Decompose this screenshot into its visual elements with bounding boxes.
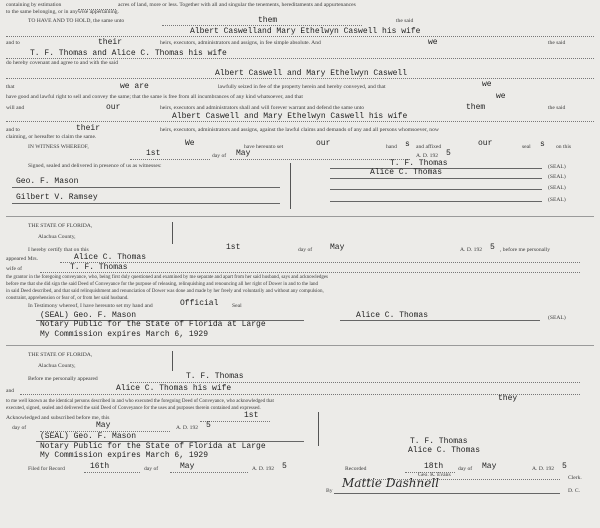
witness-affixed: and affixed	[416, 144, 442, 150]
ack1-certify: I hereby certify that on this	[28, 247, 89, 253]
the-said-2: the said	[548, 105, 566, 111]
grantor-sig-2: Alice C. Thomas	[370, 168, 443, 177]
ack2-grantor-sig-1: T. F. Thomas	[410, 437, 468, 446]
grantees-name-3: Albert Caswell and Mary Ethelwyn Caswell his wife	[172, 112, 408, 121]
rec-filed-day: 16th	[90, 462, 110, 471]
ack1-alice-sig: Alice C. Thomas	[356, 311, 429, 320]
ack1-month: May	[330, 243, 345, 252]
ack2-they: they	[498, 394, 518, 403]
ack2-and: and	[6, 388, 15, 394]
ack1-state: THE STATE OF FLORIDA,	[28, 223, 93, 229]
opening-text: containing by estimation	[6, 2, 62, 8]
ack2-commission: My Commission expires March 6, 1929	[40, 451, 209, 460]
ack2-body-1: to me well known as the identical persons described in and who executed the foregoing Deed of Conveyance, who acknowledged that	[6, 399, 274, 404]
ack2-name-1: T. F. Thomas	[186, 372, 244, 381]
habendum-them: them	[258, 16, 278, 25]
witness-whereof: IN WITNESS WHEREOF,	[28, 144, 89, 150]
them-2: them	[466, 103, 486, 112]
clerk-name: Geo. K. Evans	[418, 472, 451, 478]
ack1-body-4: constraint, apprehension or fear of, or from her said husband.	[6, 296, 129, 301]
ack1-seal: Seal	[232, 303, 242, 309]
witness-day-of: day of	[212, 153, 227, 159]
witness-sig-1: Geo. F. Mason	[16, 177, 79, 186]
ack2-state: THE STATE OF FLORIDA,	[28, 352, 93, 358]
ack2-ad: A. D. 192	[176, 425, 199, 431]
ack2-name-2: Alice C. Thomas his wife	[116, 384, 232, 393]
witness-our: our	[316, 139, 331, 148]
heirs-defend-text: heirs, executors and administrators shall and will forever warrant and defend the same unto	[160, 105, 365, 111]
ack2-day: 1st	[244, 411, 259, 420]
rec-ad-2: A. D. 192	[532, 466, 555, 472]
and-to-2: and to	[6, 127, 20, 133]
habendum-text: TO HAVE AND TO HOLD, the same unto	[28, 18, 125, 24]
witness-we: We	[185, 139, 195, 148]
ack1-day-of: day of	[298, 247, 313, 253]
grantees-name-2: Albert Caswell and Mary Ethelwyn Caswell	[215, 69, 408, 78]
and-to: and to	[6, 40, 20, 46]
seal-label-4: (SEAL)	[548, 197, 566, 203]
rec-month: May	[482, 462, 497, 471]
rec-by: By	[326, 488, 333, 494]
seal-label-2: (SEAL)	[548, 174, 566, 180]
we-2: we	[482, 80, 492, 89]
ack1-ad: A. D. 192	[460, 247, 483, 253]
rec-filed-month: May	[180, 462, 195, 471]
rec-day: 18th	[424, 462, 444, 471]
witness-seal-n: s	[540, 140, 545, 149]
witness-sig-2: Gilbert V. Ramsey	[16, 193, 98, 202]
ack1-seal-label: (SEAL)	[548, 315, 566, 321]
opening-line2: to the same belonging, or in anywise appertaining.	[6, 9, 119, 15]
signed-in-presence: Signed, sealed and delivered in presence of us as witnesses:	[28, 163, 162, 169]
ack1-wife-of: wife of	[6, 266, 22, 272]
deputy-clerk-signature: Mattie Dashnell	[342, 476, 440, 490]
we-3: we	[496, 92, 506, 101]
seal-label-3: (SEAL)	[548, 185, 566, 191]
we-1: we	[428, 38, 438, 47]
ack1-county: Alachua County,	[38, 234, 76, 240]
ack2-year: 5	[206, 421, 211, 430]
clerk-label: Clerk.	[568, 475, 582, 481]
rec-day-of: day of	[144, 466, 159, 472]
ack1-day: 1st	[226, 243, 241, 252]
ack1-year: 5	[490, 243, 495, 252]
witness-day: 1st	[146, 149, 161, 158]
ack2-notary-title: Notary Public for the State of Florida at Large	[40, 442, 266, 451]
grantors-name: T. F. Thomas and Alice C. Thomas his wife	[30, 49, 227, 58]
ack1-testimony: In Testimony whereof, I have hereunto set my hand and	[28, 303, 153, 309]
we-are: we are	[120, 82, 149, 91]
ack1-before: , before me personally	[500, 247, 551, 253]
ack1-body-3: in said Deed described, and that said relinquishment and renunciation of Dower was done and made by her freely and voluntarily and without any compulsion,	[6, 289, 324, 294]
ack1-official: Official	[180, 299, 219, 308]
witness-month: May	[236, 149, 251, 158]
ack1-notary-sig: (SEAL) Geo. F. Mason	[40, 311, 137, 320]
rec-year: 5	[562, 462, 567, 471]
ack2-body-2: executed, signed, sealed and delivered the said Deed of Conveyance for the uses and purposes therein contained and expressed.	[6, 406, 261, 411]
our-1: our	[106, 103, 121, 112]
rec-recorded: Recorded	[345, 466, 367, 472]
rec-filed: Filed for Record	[28, 466, 65, 472]
ack1-body-1: the grantor in the foregoing conveyance, who, being first duly questioned and examined by me separate and apart from her said husband, says and acknowledges	[6, 275, 328, 280]
witness-on-this: on this	[556, 144, 572, 150]
dc-label: D. C.	[568, 488, 580, 494]
witness-have: have hereunto set	[244, 144, 284, 150]
opening-text-rest: acres of land, more or less. Together with all and singular the tenements, hereditaments and appurtenances	[118, 2, 356, 8]
grantees-name: Albert Caswelland Mary Ethelwyn Caswell his wife	[190, 27, 421, 36]
ack2-subscribed: Acknowledged and subscribed before me, this	[6, 415, 110, 421]
that-label: that	[6, 84, 15, 90]
will-and: will and	[6, 105, 25, 111]
ack1-appeared: appeared Mrs.	[6, 256, 38, 262]
ack2-day-of: day of	[12, 425, 27, 431]
rec-day-of-2: day of	[458, 466, 473, 472]
ack2-month: May	[96, 421, 111, 430]
witness-year: 5	[446, 149, 451, 158]
habendum-said: the said	[396, 18, 414, 24]
witness-hand: hand	[386, 144, 397, 150]
rec-filed-year: 5	[282, 462, 287, 471]
ack2-county: Alachua County,	[38, 363, 76, 369]
ack1-wife-name: Alice C. Thomas	[74, 253, 147, 262]
ack2-before: Before me personally appeared	[28, 376, 98, 382]
ack1-husband: T. F. Thomas	[70, 263, 128, 272]
their-1: their	[98, 38, 123, 47]
their-2: their	[76, 124, 101, 133]
grantor-sig-1: T. F. Thomas	[390, 159, 448, 168]
witness-ad: A. D. 192	[416, 153, 439, 159]
ack2-notary-sig: (SEAL) Geo. F. Mason	[40, 432, 137, 441]
heirs-against-text: heirs, executors, administrators and assigns, against the lawful claims and demands of any and all persons whomsoever, now	[160, 127, 439, 133]
rec-ad: A. D. 192	[252, 466, 275, 472]
covenant-text: do hereby covenant and agree to and with the said	[6, 60, 118, 66]
seal-label-1: (SEAL)	[548, 164, 566, 170]
lawfully-text: lawfully seized in fee of the property herein and hereby conveyed, and that	[218, 84, 386, 90]
good-right-text: have good and lawful right to sell and convey the same; that the same is free from all incumbrances of any kind whatsoever, and that	[6, 94, 303, 100]
witness-hand-n: s	[405, 140, 410, 149]
ack1-body-2: before me that she did sign the said Deed of Conveyance for the purpose of releasing, relinquishing and renouncing all her right of Dower in and to the land	[6, 282, 318, 287]
ack1-commission: My Commission expires March 6, 1929	[40, 330, 209, 339]
claiming-text: claiming, or hereafter to claim the same.	[6, 134, 97, 140]
ack1-notary-title: Notary Public for the State of Florida at Large	[40, 320, 266, 329]
ack2-grantor-sig-2: Alice C. Thomas	[408, 446, 481, 455]
witness-our-2: our	[478, 139, 493, 148]
the-said-1: the said	[548, 40, 566, 46]
witness-seal: seal	[522, 144, 531, 150]
heirs-fee-text: heirs, executors, administrators and assigns, in fee simple absolute. And	[160, 40, 321, 46]
